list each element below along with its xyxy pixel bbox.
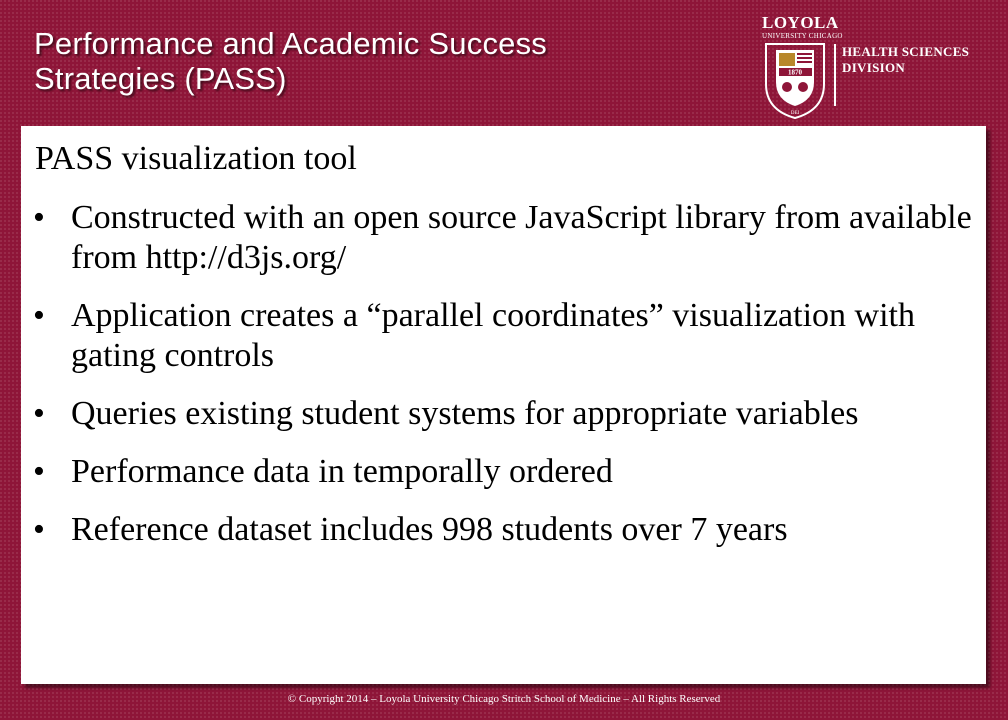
svg-text:DEI: DEI <box>790 111 800 116</box>
bullet-item <box>33 510 978 550</box>
logo-divider <box>834 44 836 106</box>
logo-university-name: LOYOLA <box>762 13 839 32</box>
slide-title: Performance and Academic Success Strategies (PASS) <box>34 26 547 96</box>
bullet-text: Performance data in temporally ordered <box>71 453 613 490</box>
logo-division <box>842 44 969 76</box>
bullet-icon: • <box>33 511 45 548</box>
bullet-item <box>33 394 978 434</box>
content-heading: PASS visualization tool <box>35 140 357 177</box>
bullet-icon: • <box>33 199 45 236</box>
logo-division-line1: HEALTH SCIENCES <box>842 44 970 59</box>
logo-division-line2: DIVISION <box>842 60 906 75</box>
bullet-list <box>33 198 978 568</box>
bullet-text: Reference dataset includes 998 students over 7 years <box>71 511 788 548</box>
university-seal-icon <box>760 40 830 120</box>
bullet-icon: • <box>33 395 45 432</box>
logo-university-sub: UNIVERSITY CHICAGO <box>762 32 843 40</box>
loyola-logo <box>758 14 998 122</box>
bullet-item <box>33 198 978 278</box>
bullet-item <box>33 452 978 492</box>
svg-text:1870: 1870 <box>788 68 802 77</box>
bullet-item <box>33 296 978 376</box>
content-box <box>21 126 986 684</box>
bullet-text: Constructed with an open source JavaScript library from available from http://d3js.org/ <box>71 199 972 276</box>
bullet-icon: • <box>33 453 45 490</box>
copyright-footer: © Copyright 2014 – Loyola University Chicago Stritch School of Medicine – All Rights Reserved <box>287 693 721 705</box>
bullet-text: Queries existing student systems for appropriate variables <box>71 395 859 432</box>
bullet-icon: • <box>33 297 45 334</box>
bullet-text: Application creates a “parallel coordinates” visualization with gating controls <box>71 297 915 374</box>
